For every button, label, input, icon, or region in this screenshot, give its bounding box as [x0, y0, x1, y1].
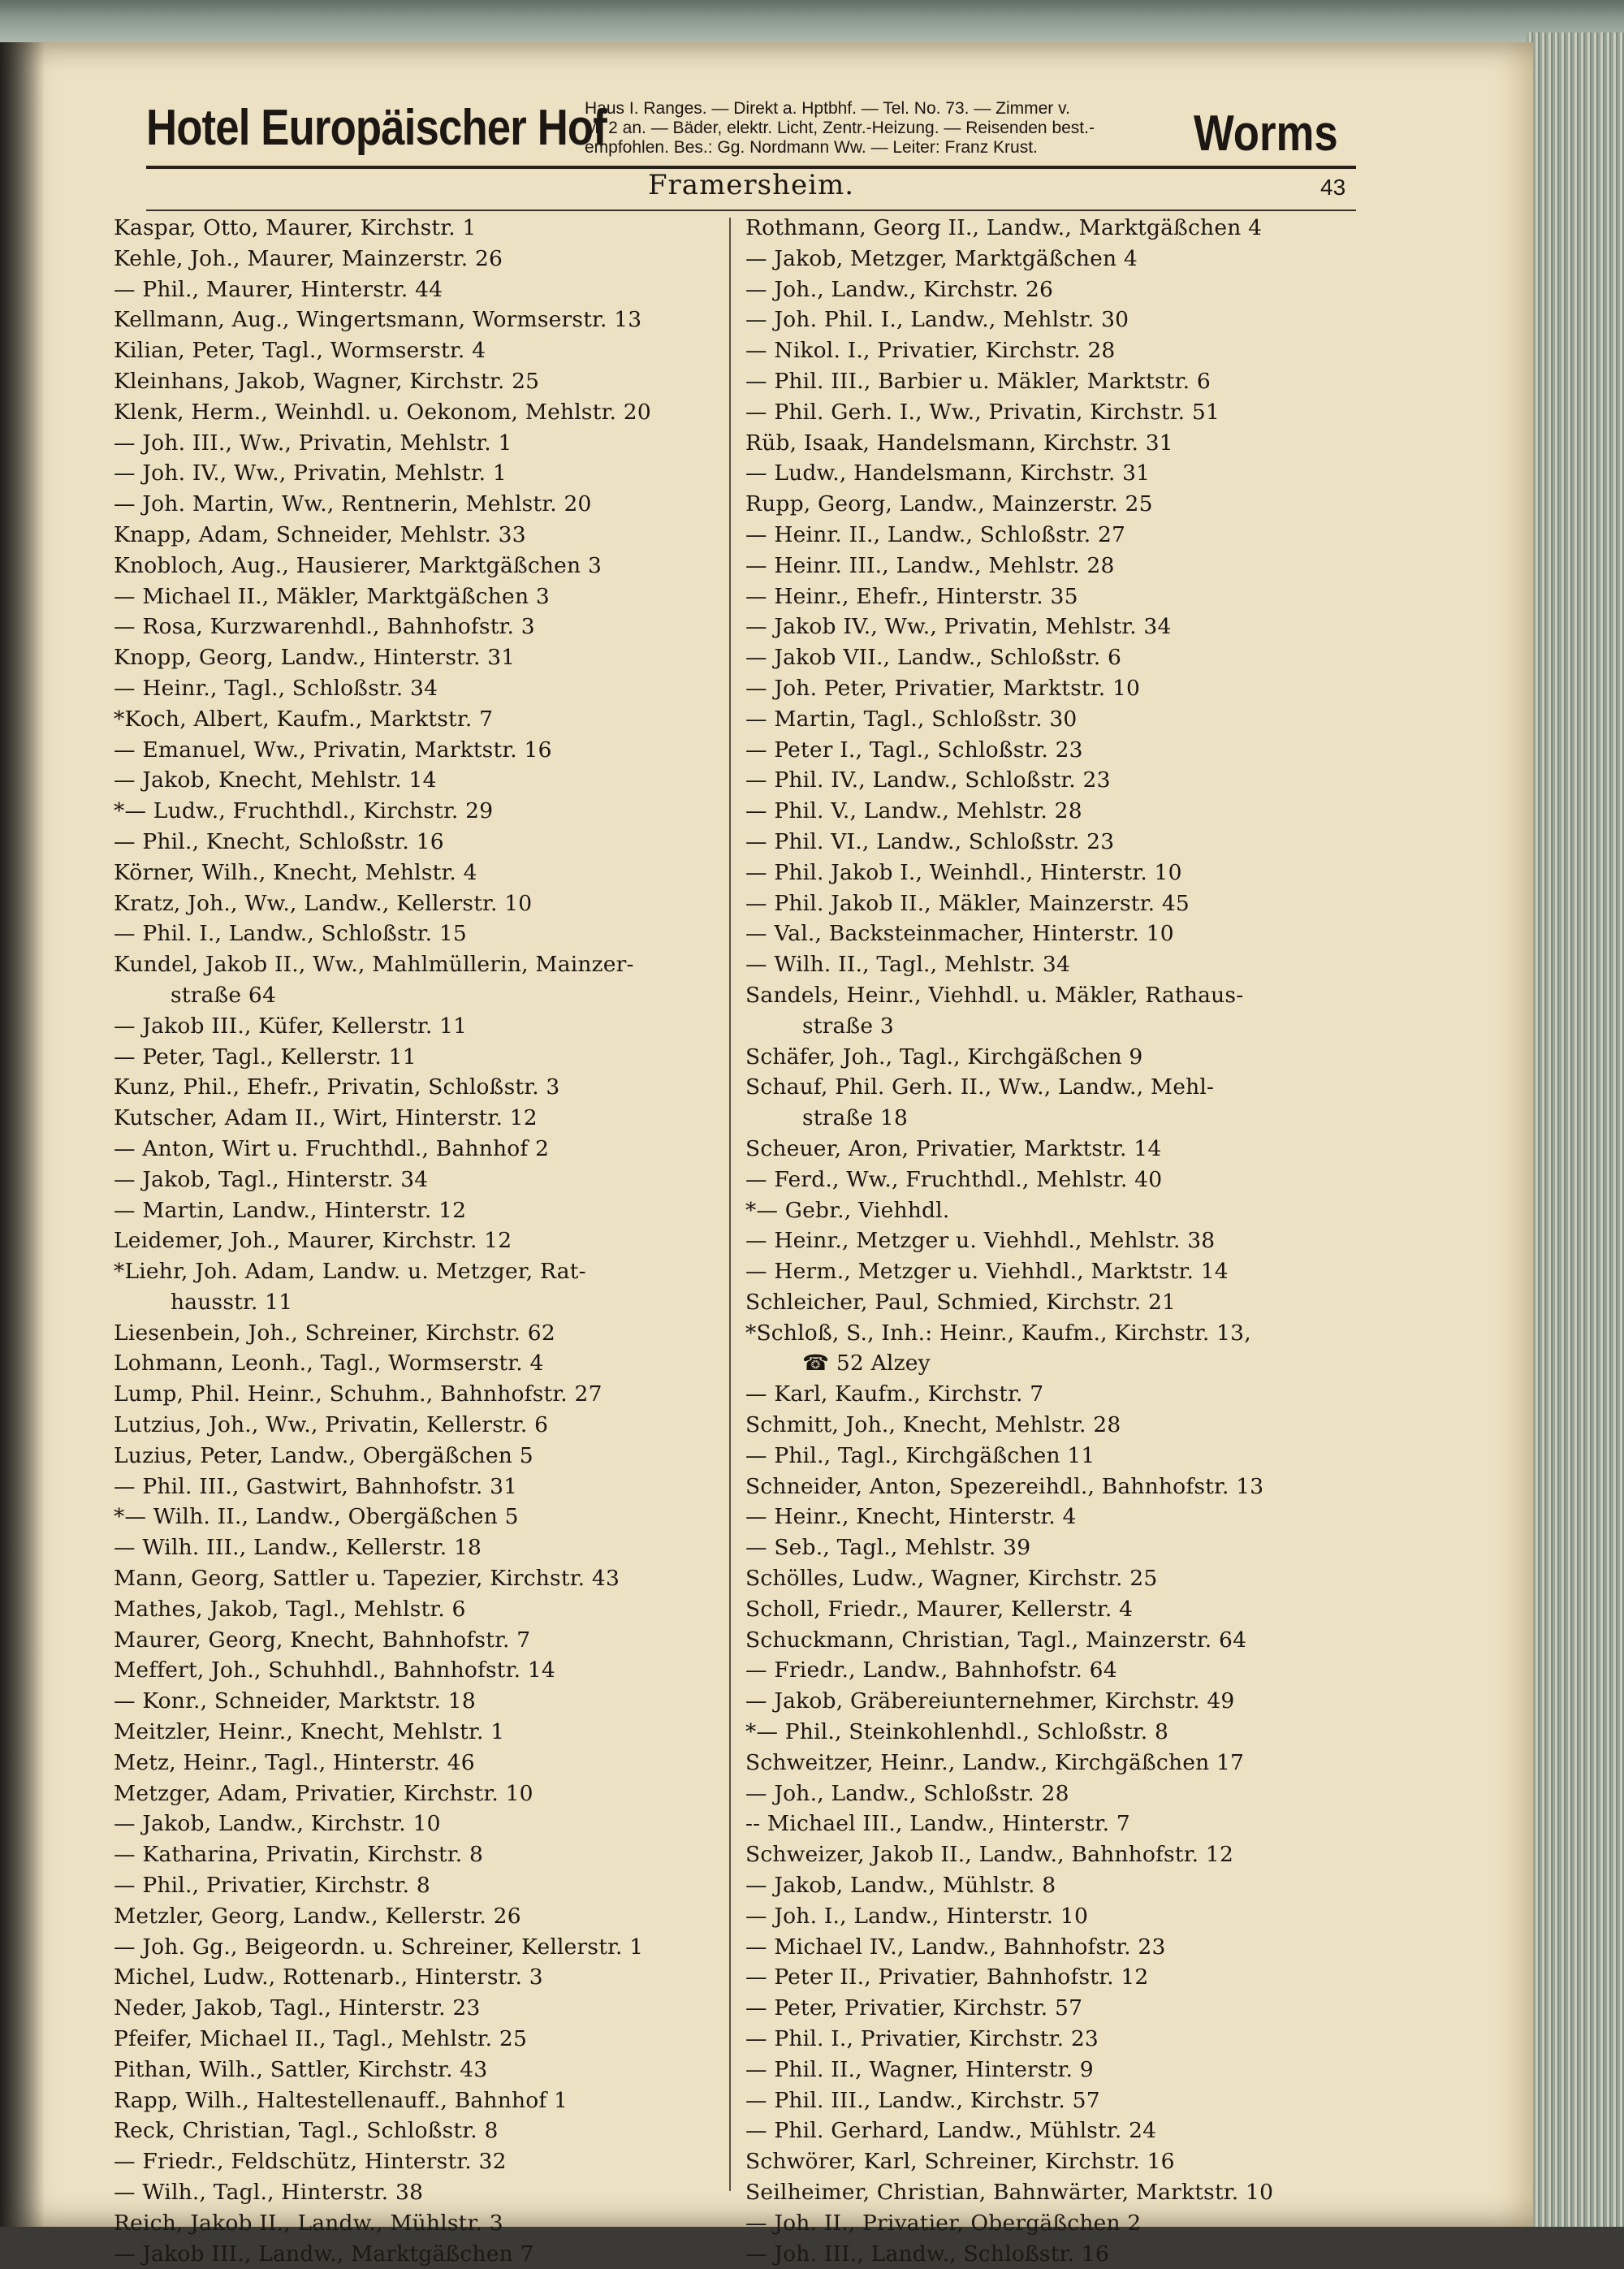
directory-entry: *— Wilh. II., Landw., Obergäßchen 5 [114, 1504, 519, 1530]
page-number: 43 [1320, 175, 1346, 200]
directory-entry: — Emanuel, Ww., Privatin, Marktstr. 16 [114, 737, 552, 763]
directory-entry: — Joh. II., Privatier, Obergäßchen 2 [745, 2210, 1142, 2236]
directory-entry: — Heinr. III., Landw., Mehlstr. 28 [745, 552, 1115, 578]
directory-entry: Kratz, Joh., Ww., Landw., Kellerstr. 10 [114, 890, 533, 916]
directory-entry: — Jakob VII., Landw., Schloßstr. 6 [745, 645, 1122, 671]
directory-entry: Schäfer, Joh., Tagl., Kirchgäßchen 9 [745, 1044, 1143, 1070]
directory-entry: *Koch, Albert, Kaufm., Marktstr. 7 [114, 706, 494, 732]
directory-entry: Schölles, Ludw., Wagner, Kirchstr. 25 [745, 1566, 1158, 1592]
directory-entry: — Friedr., Landw., Bahnhofstr. 64 [745, 1657, 1117, 1683]
directory-entry: — Heinr., Knecht, Hinterstr. 4 [745, 1504, 1077, 1530]
directory-entry: — Rosa, Kurzwarenhdl., Bahnhofstr. 3 [114, 614, 535, 640]
directory-entry: Schauf, Phil. Gerh. II., Ww., Landw., Mehl- [745, 1074, 1215, 1100]
directory-entry: — Konr., Schneider, Marktstr. 18 [114, 1688, 476, 1714]
directory-entry: Schweitzer, Heinr., Landw., Kirchgäßchen 17 [745, 1749, 1245, 1775]
book-top-edge [0, 0, 1624, 49]
directory-entry: Knobloch, Aug., Hausierer, Marktgäßchen 3 [114, 552, 603, 578]
directory-entry: — Jakob, Tagl., Hinterstr. 34 [114, 1166, 429, 1192]
directory-entry: Rupp, Georg, Landw., Mainzerstr. 25 [745, 491, 1153, 517]
directory-entry: — Jakob, Knecht, Mehlstr. 14 [114, 767, 437, 793]
directory-entry: Rüb, Isaak, Handelsmann, Kirchstr. 31 [745, 430, 1173, 456]
title-rule [146, 210, 1356, 211]
directory-entry: *— Phil., Steinkohlenhdl., Schloßstr. 8 [745, 1719, 1169, 1745]
directory-entry: — Herm., Metzger u. Viehhdl., Marktstr. 14 [745, 1259, 1229, 1285]
directory-entry: — Peter I., Tagl., Schloßstr. 23 [745, 737, 1083, 763]
directory-entry: Kehle, Joh., Maurer, Mainzerstr. 26 [114, 245, 503, 271]
running-title: Framersheim. [647, 169, 855, 201]
directory-entry: — Phil. IV., Landw., Schloßstr. 23 [745, 767, 1111, 793]
directory-entry: — Phil., Knecht, Schloßstr. 16 [114, 828, 444, 854]
directory-entry: *— Gebr., Viehhdl. [745, 1197, 950, 1223]
directory-entry: Kutscher, Adam II., Wirt, Hinterstr. 12 [114, 1105, 538, 1131]
directory-entry: Scheuer, Aron, Privatier, Marktstr. 14 [745, 1135, 1162, 1161]
directory-entry: — Phil., Maurer, Hinterstr. 44 [114, 276, 443, 302]
directory-entry: — Heinr. II., Landw., Schloßstr. 27 [745, 521, 1126, 547]
directory-entry: — Phil. III., Gastwirt, Bahnhofstr. 31 [114, 1473, 518, 1499]
directory-entry-continuation: straße 18 [802, 1105, 909, 1131]
directory-entry: — Karl, Kaufm., Kirchstr. 7 [745, 1381, 1044, 1407]
directory-entry: Metzger, Adam, Privatier, Kirchstr. 10 [114, 1780, 533, 1806]
directory-entry: Schwörer, Karl, Schreiner, Kirchstr. 16 [745, 2149, 1175, 2175]
directory-entry: — Phil., Privatier, Kirchstr. 8 [114, 1873, 430, 1899]
directory-entry-continuation: hausstr. 11 [171, 1289, 293, 1315]
directory-entry: — Phil. Jakob I., Weinhdl., Hinterstr. 10 [745, 859, 1182, 885]
hotel-info-line: M. 2 an. — Bäder, elektr. Licht, Zentr.-Heizung. — Reisenden best.- [585, 119, 1095, 137]
directory-entry: — Joh. Martin, Ww., Rentnerin, Mehlstr. 20 [114, 491, 592, 517]
city-name: Worms [1194, 106, 1338, 162]
directory-entry: Kellmann, Aug., Wingertsmann, Wormserstr. 13 [114, 307, 642, 333]
directory-entry: — Phil. III., Barbier u. Mäkler, Marktstr. 6 [745, 368, 1211, 394]
directory-entry: — Peter, Privatier, Kirchstr. 57 [745, 1995, 1083, 2021]
directory-entry: — Joh., Landw., Kirchstr. 26 [745, 276, 1054, 302]
directory-entry: Rothmann, Georg II., Landw., Marktgäßchen 4 [745, 215, 1263, 240]
directory-entry: — Heinr., Metzger u. Viehhdl., Mehlstr. 38 [745, 1228, 1216, 1254]
directory-entry: Knopp, Georg, Landw., Hinterstr. 31 [114, 645, 516, 671]
directory-entry: — Jakob III., Landw., Marktgäßchen 7 [114, 2241, 534, 2267]
directory-entry: Reck, Christian, Tagl., Schloßstr. 8 [114, 2118, 499, 2144]
directory-entry: — Nikol. I., Privatier, Kirchstr. 28 [745, 338, 1116, 364]
directory-entry: — Phil. VI., Landw., Schloßstr. 23 [745, 828, 1115, 854]
directory-entry: *Liehr, Joh. Adam, Landw. u. Metzger, Rat- [114, 1259, 586, 1285]
directory-entry: — Jakob IV., Ww., Privatin, Mehlstr. 34 [745, 614, 1172, 640]
directory-entry: Meitzler, Heinr., Knecht, Mehlstr. 1 [114, 1719, 505, 1745]
directory-entry: — Jakob, Landw., Mühlstr. 8 [745, 1873, 1056, 1899]
directory-entry: Reich, Jakob II., Landw., Mühlstr. 3 [114, 2210, 503, 2236]
directory-entry: — Joh. Peter, Privatier, Marktstr. 10 [745, 675, 1141, 701]
directory-entry: — Ferd., Ww., Fruchthdl., Mehlstr. 40 [745, 1166, 1163, 1192]
directory-entry: Lutzius, Joh., Ww., Privatin, Kellerstr. 6 [114, 1412, 549, 1438]
hotel-info-line: empfohlen. Bes.: Gg. Nordmann Ww. — Leiter: Franz Krust. [585, 138, 1038, 157]
directory-entry: — Wilh., Tagl., Hinterstr. 38 [114, 2180, 424, 2205]
directory-entry: — Michael II., Mäkler, Marktgäßchen 3 [114, 583, 550, 609]
directory-entry: Pfeifer, Michael II., Tagl., Mehlstr. 25 [114, 2026, 528, 2052]
directory-entry: — Friedr., Feldschütz, Hinterstr. 32 [114, 2149, 507, 2175]
directory-entry: — Peter II., Privatier, Bahnhofstr. 12 [745, 1964, 1149, 1990]
directory-entry: Schneider, Anton, Spezereihdl., Bahnhofstr. 13 [745, 1473, 1264, 1499]
directory-entry: — Joh., Landw., Schloßstr. 28 [745, 1780, 1069, 1806]
directory-entry: — Heinr., Tagl., Schloßstr. 34 [114, 675, 438, 701]
directory-entry: Lump, Phil. Heinr., Schuhm., Bahnhofstr. 27 [114, 1381, 603, 1407]
directory-entry: Michel, Ludw., Rottenarb., Hinterstr. 3 [114, 1964, 543, 1990]
directory-entry: — Ludw., Handelsmann, Kirchstr. 31 [745, 460, 1151, 486]
directory-entry: — Wilh. II., Tagl., Mehlstr. 34 [745, 952, 1071, 978]
directory-entry: — Martin, Landw., Hinterstr. 12 [114, 1197, 467, 1223]
hotel-name: Hotel Europäischer Hof [146, 100, 607, 156]
directory-entry: Kunz, Phil., Ehefr., Privatin, Schloßstr. 3 [114, 1074, 560, 1100]
directory-entry: Kaspar, Otto, Maurer, Kirchstr. 1 [114, 215, 477, 240]
directory-entry-continuation: ☎ 52 Alzey [802, 1351, 931, 1377]
directory-entry: — Phil. III., Landw., Kirchstr. 57 [745, 2087, 1100, 2113]
directory-entry: Maurer, Georg, Knecht, Bahnhofstr. 7 [114, 1627, 531, 1653]
left-column [114, 213, 719, 2267]
directory-entry: — Wilh. III., Landw., Kellerstr. 18 [114, 1535, 482, 1561]
directory-entry: — Jakob, Landw., Kirchstr. 10 [114, 1811, 441, 1837]
directory-entry: Metz, Heinr., Tagl., Hinterstr. 46 [114, 1749, 475, 1775]
directory-entry: — Val., Backsteinmacher, Hinterstr. 10 [745, 921, 1174, 947]
directory-entry: — Phil. I., Landw., Schloßstr. 15 [114, 921, 467, 947]
directory-entry: Mann, Georg, Sattler u. Tapezier, Kirchstr. 43 [114, 1566, 620, 1592]
directory-entry: — Joh. Phil. I., Landw., Mehlstr. 30 [745, 307, 1129, 333]
directory-entry: — Joh. III., Ww., Privatin, Mehlstr. 1 [114, 430, 512, 456]
directory-entry: Neder, Jakob, Tagl., Hinterstr. 23 [114, 1995, 481, 2021]
directory-entry: Rapp, Wilh., Haltestellenauff., Bahnhof 1 [114, 2087, 568, 2113]
directory-entry: Klenk, Herm., Weinhdl. u. Oekonom, Mehlstr. 20 [114, 399, 651, 425]
directory-entry: — Jakob, Gräbereiunternehmer, Kirchstr. 49 [745, 1688, 1235, 1714]
directory-entry: Liesenbein, Joh., Schreiner, Kirchstr. 62 [114, 1320, 555, 1346]
directory-entry: — Joh. III., Landw., Schloßstr. 16 [745, 2241, 1109, 2267]
directory-entry: Körner, Wilh., Knecht, Mehlstr. 4 [114, 859, 477, 885]
directory-entry: Pithan, Wilh., Sattler, Kirchstr. 43 [114, 2056, 488, 2082]
hotel-info-line: Haus I. Ranges. — Direkt a. Hptbhf. — Tel. No. 73. — Zimmer v. [585, 99, 1070, 118]
right-column [745, 213, 1358, 2267]
directory-entry: — Phil. Gerh. I., Ww., Privatin, Kirchstr. 51 [745, 399, 1220, 425]
directory-entry: — Heinr., Ehefr., Hinterstr. 35 [745, 583, 1078, 609]
directory-entry: — Phil. Gerhard, Landw., Mühlstr. 24 [745, 2118, 1157, 2144]
directory-entry-continuation: straße 3 [802, 1013, 894, 1039]
directory-entry: Sandels, Heinr., Viehhdl. u. Mäkler, Rathaus- [745, 982, 1244, 1008]
directory-entry: — Katharina, Privatin, Kirchstr. 8 [114, 1842, 484, 1868]
directory-entry: — Joh. I., Landw., Hinterstr. 10 [745, 1903, 1089, 1929]
directory-entry: Seilheimer, Christian, Bahnwärter, Marktstr. 10 [745, 2180, 1274, 2205]
directory-entry: — Phil. Jakob II., Mäkler, Mainzerstr. 45 [745, 890, 1190, 916]
directory-entry: — Peter, Tagl., Kellerstr. 11 [114, 1044, 417, 1070]
directory-entry: Scholl, Friedr., Maurer, Kellerstr. 4 [745, 1596, 1134, 1622]
directory-entry: — Phil. II., Wagner, Hinterstr. 9 [745, 2056, 1094, 2082]
directory-entry: *Schloß, S., Inh.: Heinr., Kaufm., Kirchstr. 13, [745, 1320, 1251, 1346]
directory-entry: — Phil. I., Privatier, Kirchstr. 23 [745, 2026, 1099, 2052]
column-divider [729, 218, 731, 2191]
directory-entry-continuation: straße 64 [171, 982, 277, 1008]
gutter-shadow [0, 42, 45, 2227]
directory-entry: — Phil., Tagl., Kirchgäßchen 11 [745, 1442, 1095, 1468]
directory-entry: Lohmann, Leonh., Tagl., Wormserstr. 4 [114, 1351, 544, 1377]
directory-entry: Meffert, Joh., Schuhhdl., Bahnhofstr. 14 [114, 1657, 555, 1683]
directory-entry: — Seb., Tagl., Mehlstr. 39 [745, 1535, 1031, 1561]
directory-entry: — Jakob, Metzger, Marktgäßchen 4 [745, 245, 1138, 271]
directory-entry: Schmitt, Joh., Knecht, Mehlstr. 28 [745, 1412, 1121, 1438]
advertisement-header [146, 96, 1356, 161]
directory-entry: -- Michael III., Landw., Hinterstr. 7 [745, 1811, 1130, 1837]
directory-entry: Schleicher, Paul, Schmied, Kirchstr. 21 [745, 1289, 1177, 1315]
directory-entry: Schweizer, Jakob II., Landw., Bahnhofstr. 12 [745, 1842, 1234, 1868]
directory-entry: — Jakob III., Küfer, Kellerstr. 11 [114, 1013, 468, 1039]
directory-entry: Schuckmann, Christian, Tagl., Mainzerstr. 64 [745, 1627, 1247, 1653]
directory-entry: Mathes, Jakob, Tagl., Mehlstr. 6 [114, 1596, 466, 1622]
directory-entry: Leidemer, Joh., Maurer, Kirchstr. 12 [114, 1228, 512, 1254]
directory-entry: Luzius, Peter, Landw., Obergäßchen 5 [114, 1442, 533, 1468]
directory-entry: — Martin, Tagl., Schloßstr. 30 [745, 706, 1078, 732]
directory-entry: Kleinhans, Jakob, Wagner, Kirchstr. 25 [114, 368, 540, 394]
directory-entry: — Phil. V., Landw., Mehlstr. 28 [745, 798, 1082, 824]
directory-entry: Knapp, Adam, Schneider, Mehlstr. 33 [114, 521, 526, 547]
directory-entry: — Joh. Gg., Beigeordn. u. Schreiner, Kellerstr. 1 [114, 1934, 644, 1960]
book-page-edges [1527, 32, 1624, 2227]
directory-entry: Metzler, Georg, Landw., Kellerstr. 26 [114, 1903, 521, 1929]
directory-entry: — Joh. IV., Ww., Privatin, Mehlstr. 1 [114, 460, 507, 486]
directory-entry: Kilian, Peter, Tagl., Wormserstr. 4 [114, 338, 486, 364]
directory-entry: — Michael IV., Landw., Bahnhofstr. 23 [745, 1934, 1166, 1960]
directory-entry: Kundel, Jakob II., Ww., Mahlmüllerin, Mainzer- [114, 952, 634, 978]
directory-entry: — Anton, Wirt u. Fruchthdl., Bahnhof 2 [114, 1135, 550, 1161]
directory-entry: *— Ludw., Fruchthdl., Kirchstr. 29 [114, 798, 494, 824]
